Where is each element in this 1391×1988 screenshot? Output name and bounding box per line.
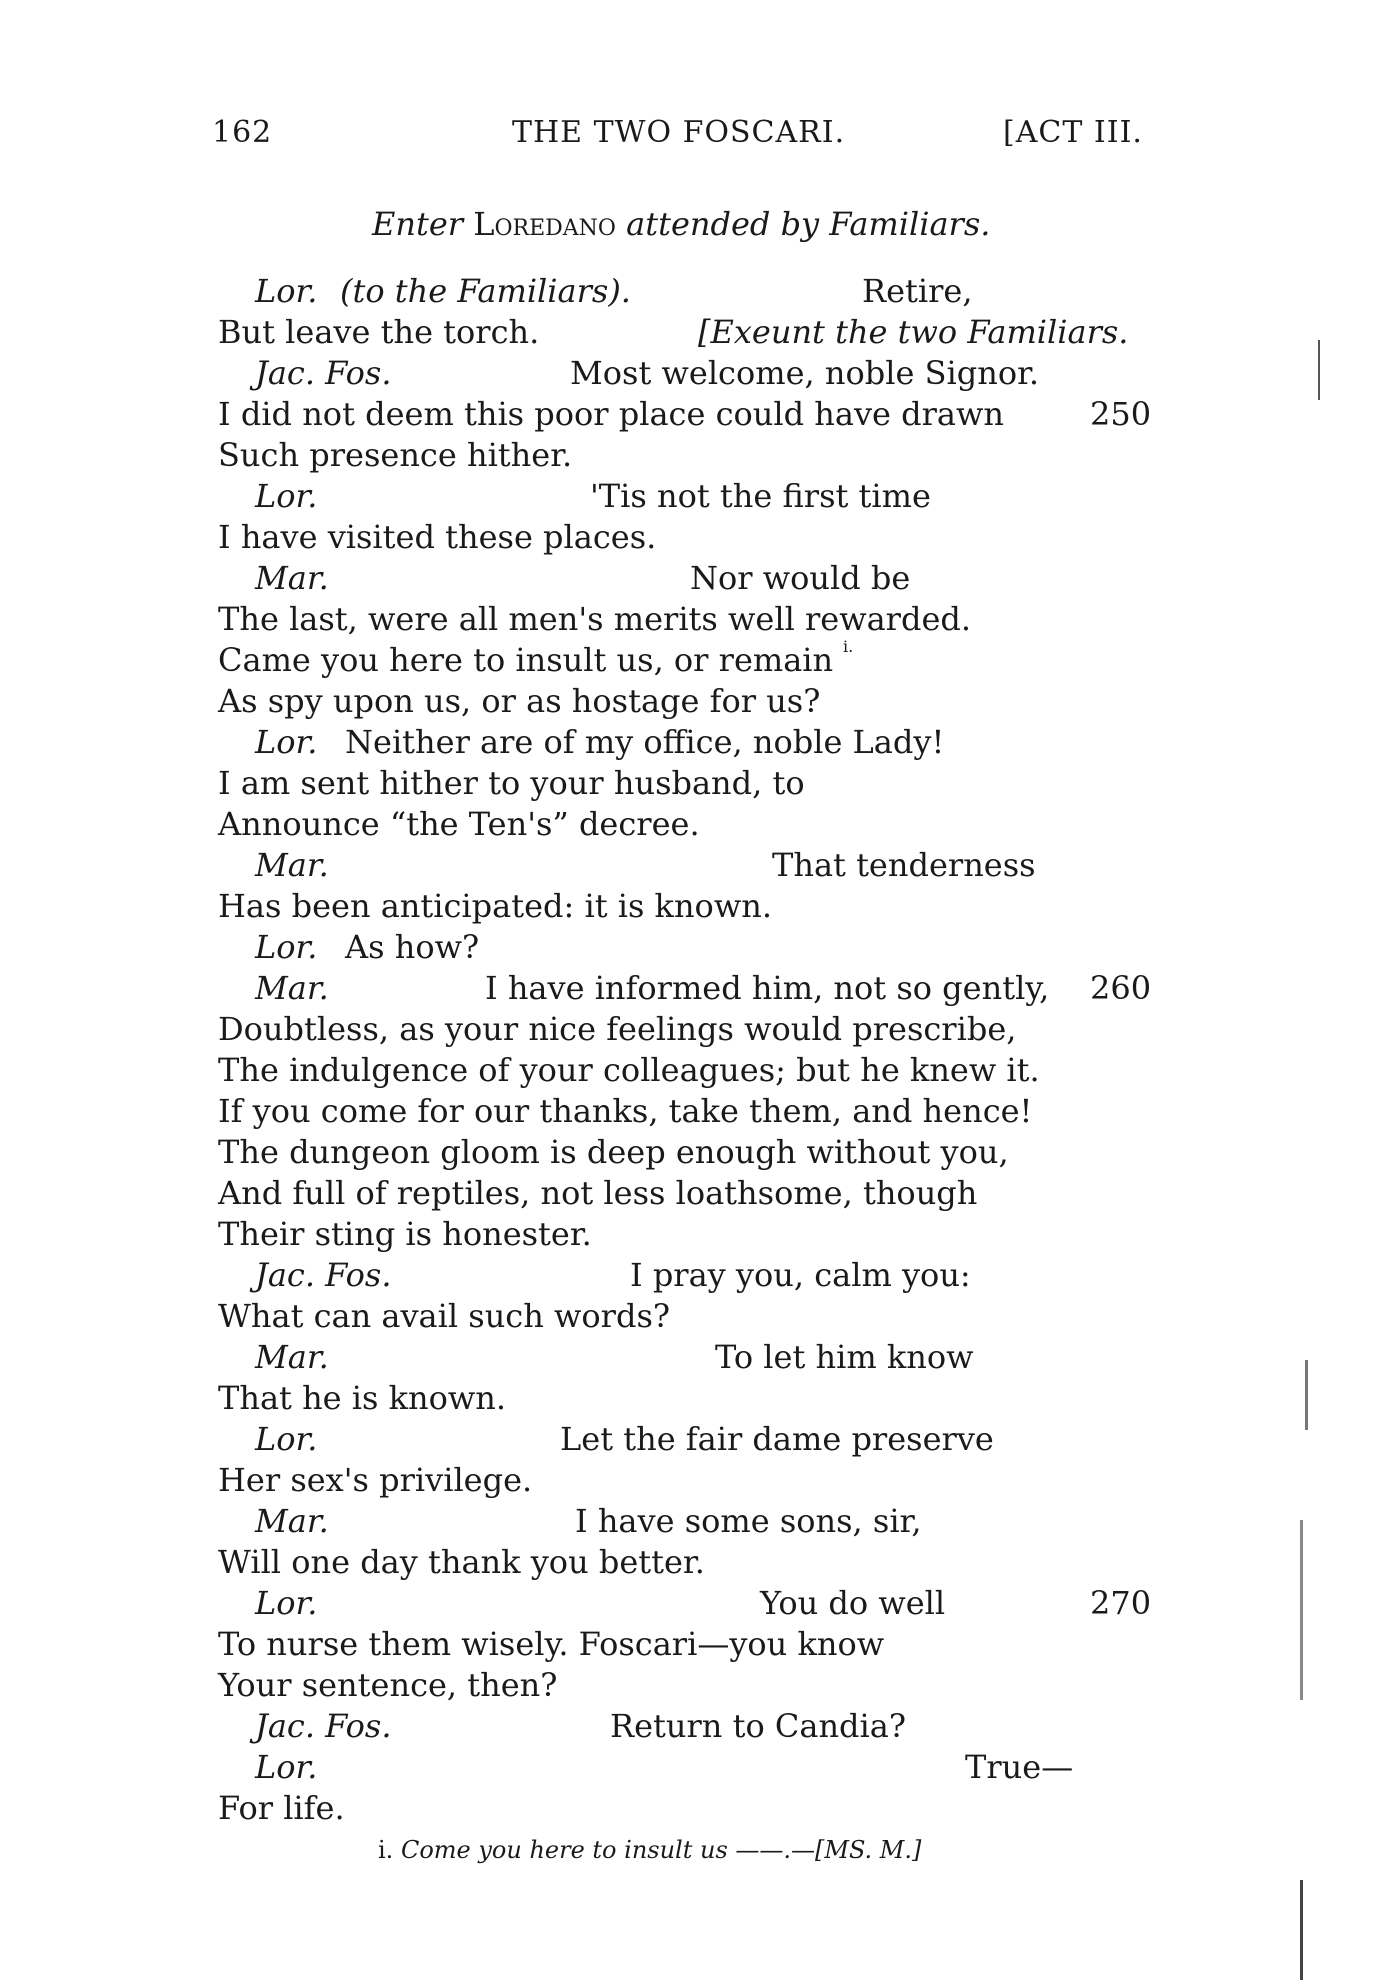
- stage-direction: [372, 205, 991, 243]
- line-text: Retire,: [862, 272, 973, 310]
- verse-line: [0, 1785, 1391, 1826]
- verse-line: [0, 1416, 1391, 1457]
- scan-edge-mark: [1318, 340, 1320, 400]
- line-text: Return to Candia?: [610, 1707, 906, 1745]
- line-text: You do well: [760, 1584, 946, 1622]
- running-title: THE TWO FOSCARI.: [512, 115, 846, 150]
- verse-line: [0, 473, 1391, 514]
- verse-line: [0, 924, 1391, 965]
- verse-line: [0, 555, 1391, 596]
- verse-line: [0, 1703, 1391, 1744]
- line-text: I did not deem this poor place could have drawn: [218, 395, 1004, 433]
- verse-line: [0, 1744, 1391, 1785]
- verse-line: [0, 1334, 1391, 1375]
- speaker: Lor.: [255, 1420, 318, 1458]
- line-text: What can avail such words?: [218, 1297, 671, 1335]
- verse-line: [0, 883, 1391, 924]
- speaker: Jac. Fos.: [255, 1707, 392, 1745]
- speaker-direction: (to the Familiars).: [340, 272, 631, 310]
- verse-line: [0, 637, 1391, 678]
- speaker: Lor.: [255, 723, 318, 761]
- verse-line: [0, 842, 1391, 883]
- exit-direction: [Exeunt the two Familiars.: [698, 313, 1129, 351]
- line-text: The last, were all men's merits well rewarded.: [218, 600, 972, 638]
- verse-line: [0, 1211, 1391, 1252]
- verse-line: [0, 678, 1391, 719]
- verse-line: [0, 760, 1391, 801]
- line-text: Most welcome, noble Signor.: [570, 354, 1040, 392]
- verse-line: [0, 1170, 1391, 1211]
- verse-line: [0, 1621, 1391, 1662]
- line-text: Your sentence, then?: [218, 1666, 558, 1704]
- line-text: That tenderness: [772, 846, 1036, 884]
- line-text: If you come for our thanks, take them, and hence!: [218, 1092, 1033, 1130]
- line-text: Let the fair dame preserve: [560, 1420, 994, 1458]
- line-text: Their sting is honester.: [218, 1215, 592, 1253]
- speaker: Lor.: [255, 1584, 318, 1622]
- line-text: To let him know: [715, 1338, 974, 1376]
- line-text: That he is known.: [218, 1379, 507, 1417]
- speaker: Lor.: [255, 1748, 318, 1786]
- footnote: [378, 1838, 921, 1862]
- line-number: 250: [1090, 395, 1152, 433]
- line-text: Her sex's privilege.: [218, 1461, 533, 1499]
- speaker: Lor.: [255, 928, 318, 966]
- line-text: For life.: [218, 1789, 345, 1827]
- stage-direction-rest: attended by Familiars.: [626, 205, 991, 243]
- verse-line: [0, 1088, 1391, 1129]
- verse-line: [0, 1457, 1391, 1498]
- verse-line: [0, 965, 1391, 1006]
- line-text: I have informed him, not so gently,: [485, 969, 1050, 1007]
- footnote-marker: i.: [378, 1836, 394, 1864]
- line-text: I am sent hither to your husband, to: [218, 764, 805, 802]
- verse-line: [0, 1375, 1391, 1416]
- line-text: Neither are of my office, noble Lady!: [345, 723, 945, 761]
- line-text: But leave the torch.: [218, 313, 540, 351]
- line-text: I have some sons, sir,: [575, 1502, 922, 1540]
- line-text: As spy upon us, or as hostage for us?: [218, 682, 821, 720]
- verse-line: [0, 432, 1391, 473]
- speaker: Mar.: [255, 559, 329, 597]
- scan-edge-mark: [1300, 1520, 1303, 1700]
- verse-line: [0, 391, 1391, 432]
- verse-line: [0, 719, 1391, 760]
- verse-line: [0, 1129, 1391, 1170]
- line-text: And full of reptiles, not less loathsome, though: [218, 1174, 978, 1212]
- verse-line: [0, 268, 1391, 309]
- verse-line: [0, 309, 1391, 350]
- verse-line: [0, 801, 1391, 842]
- scan-edge-mark: [1300, 1880, 1303, 1980]
- footnote-ref: i.: [843, 637, 854, 656]
- line-text: Nor would be: [690, 559, 911, 597]
- speaker: Lor.: [255, 477, 318, 515]
- line-text: Came you here to insult us, or remain: [218, 641, 834, 679]
- verse-line: [0, 1047, 1391, 1088]
- verse-line: [0, 1293, 1391, 1334]
- line-text: Doubtless, as your nice feelings would prescribe,: [218, 1010, 1017, 1048]
- line-text: True—: [965, 1748, 1074, 1786]
- verse-line: [0, 514, 1391, 555]
- speaker: Jac. Fos.: [255, 1256, 392, 1294]
- line-text: 'Tis not the first time: [590, 477, 931, 515]
- speaker: Mar.: [255, 846, 329, 884]
- verse-line: [0, 1498, 1391, 1539]
- speaker: Lor.: [255, 272, 318, 310]
- line-number: 260: [1090, 969, 1152, 1007]
- line-text: The dungeon gloom is deep enough without you,: [218, 1133, 1009, 1171]
- line-text: I have visited these places.: [218, 518, 657, 556]
- verse-line: [0, 596, 1391, 637]
- line-number: 270: [1090, 1584, 1152, 1622]
- line-text: Has been anticipated: it is known.: [218, 887, 772, 925]
- verse-line: [0, 1580, 1391, 1621]
- speaker: Mar.: [255, 969, 329, 1007]
- verse-line: [0, 1539, 1391, 1580]
- speaker: Mar.: [255, 1502, 329, 1540]
- verse-line: [0, 350, 1391, 391]
- page-number: 162: [212, 115, 273, 150]
- scan-edge-mark: [1305, 1360, 1308, 1430]
- stage-direction-enter: Enter: [372, 205, 464, 243]
- act-label: [ACT III.: [1003, 115, 1143, 150]
- footnote-text: Come you here to insult us ——.—[MS. M.]: [400, 1836, 922, 1864]
- line-text: Announce “the Ten's” decree.: [218, 805, 700, 843]
- line-text: I pray you, calm you:: [630, 1256, 971, 1294]
- line-text: Will one day thank you better.: [218, 1543, 705, 1581]
- verse-line: [0, 1006, 1391, 1047]
- verse-line: [0, 1252, 1391, 1293]
- speaker: Jac. Fos.: [255, 354, 392, 392]
- line-text: To nurse them wisely. Foscari—you know: [218, 1625, 885, 1663]
- line-text: The indulgence of your colleagues; but he knew it.: [218, 1051, 1040, 1089]
- speaker: Mar.: [255, 1338, 329, 1376]
- line-text: As how?: [345, 928, 480, 966]
- verse-line: [0, 1662, 1391, 1703]
- line-text: Such presence hither.: [218, 436, 573, 474]
- stage-direction-name: Loredano: [473, 205, 616, 243]
